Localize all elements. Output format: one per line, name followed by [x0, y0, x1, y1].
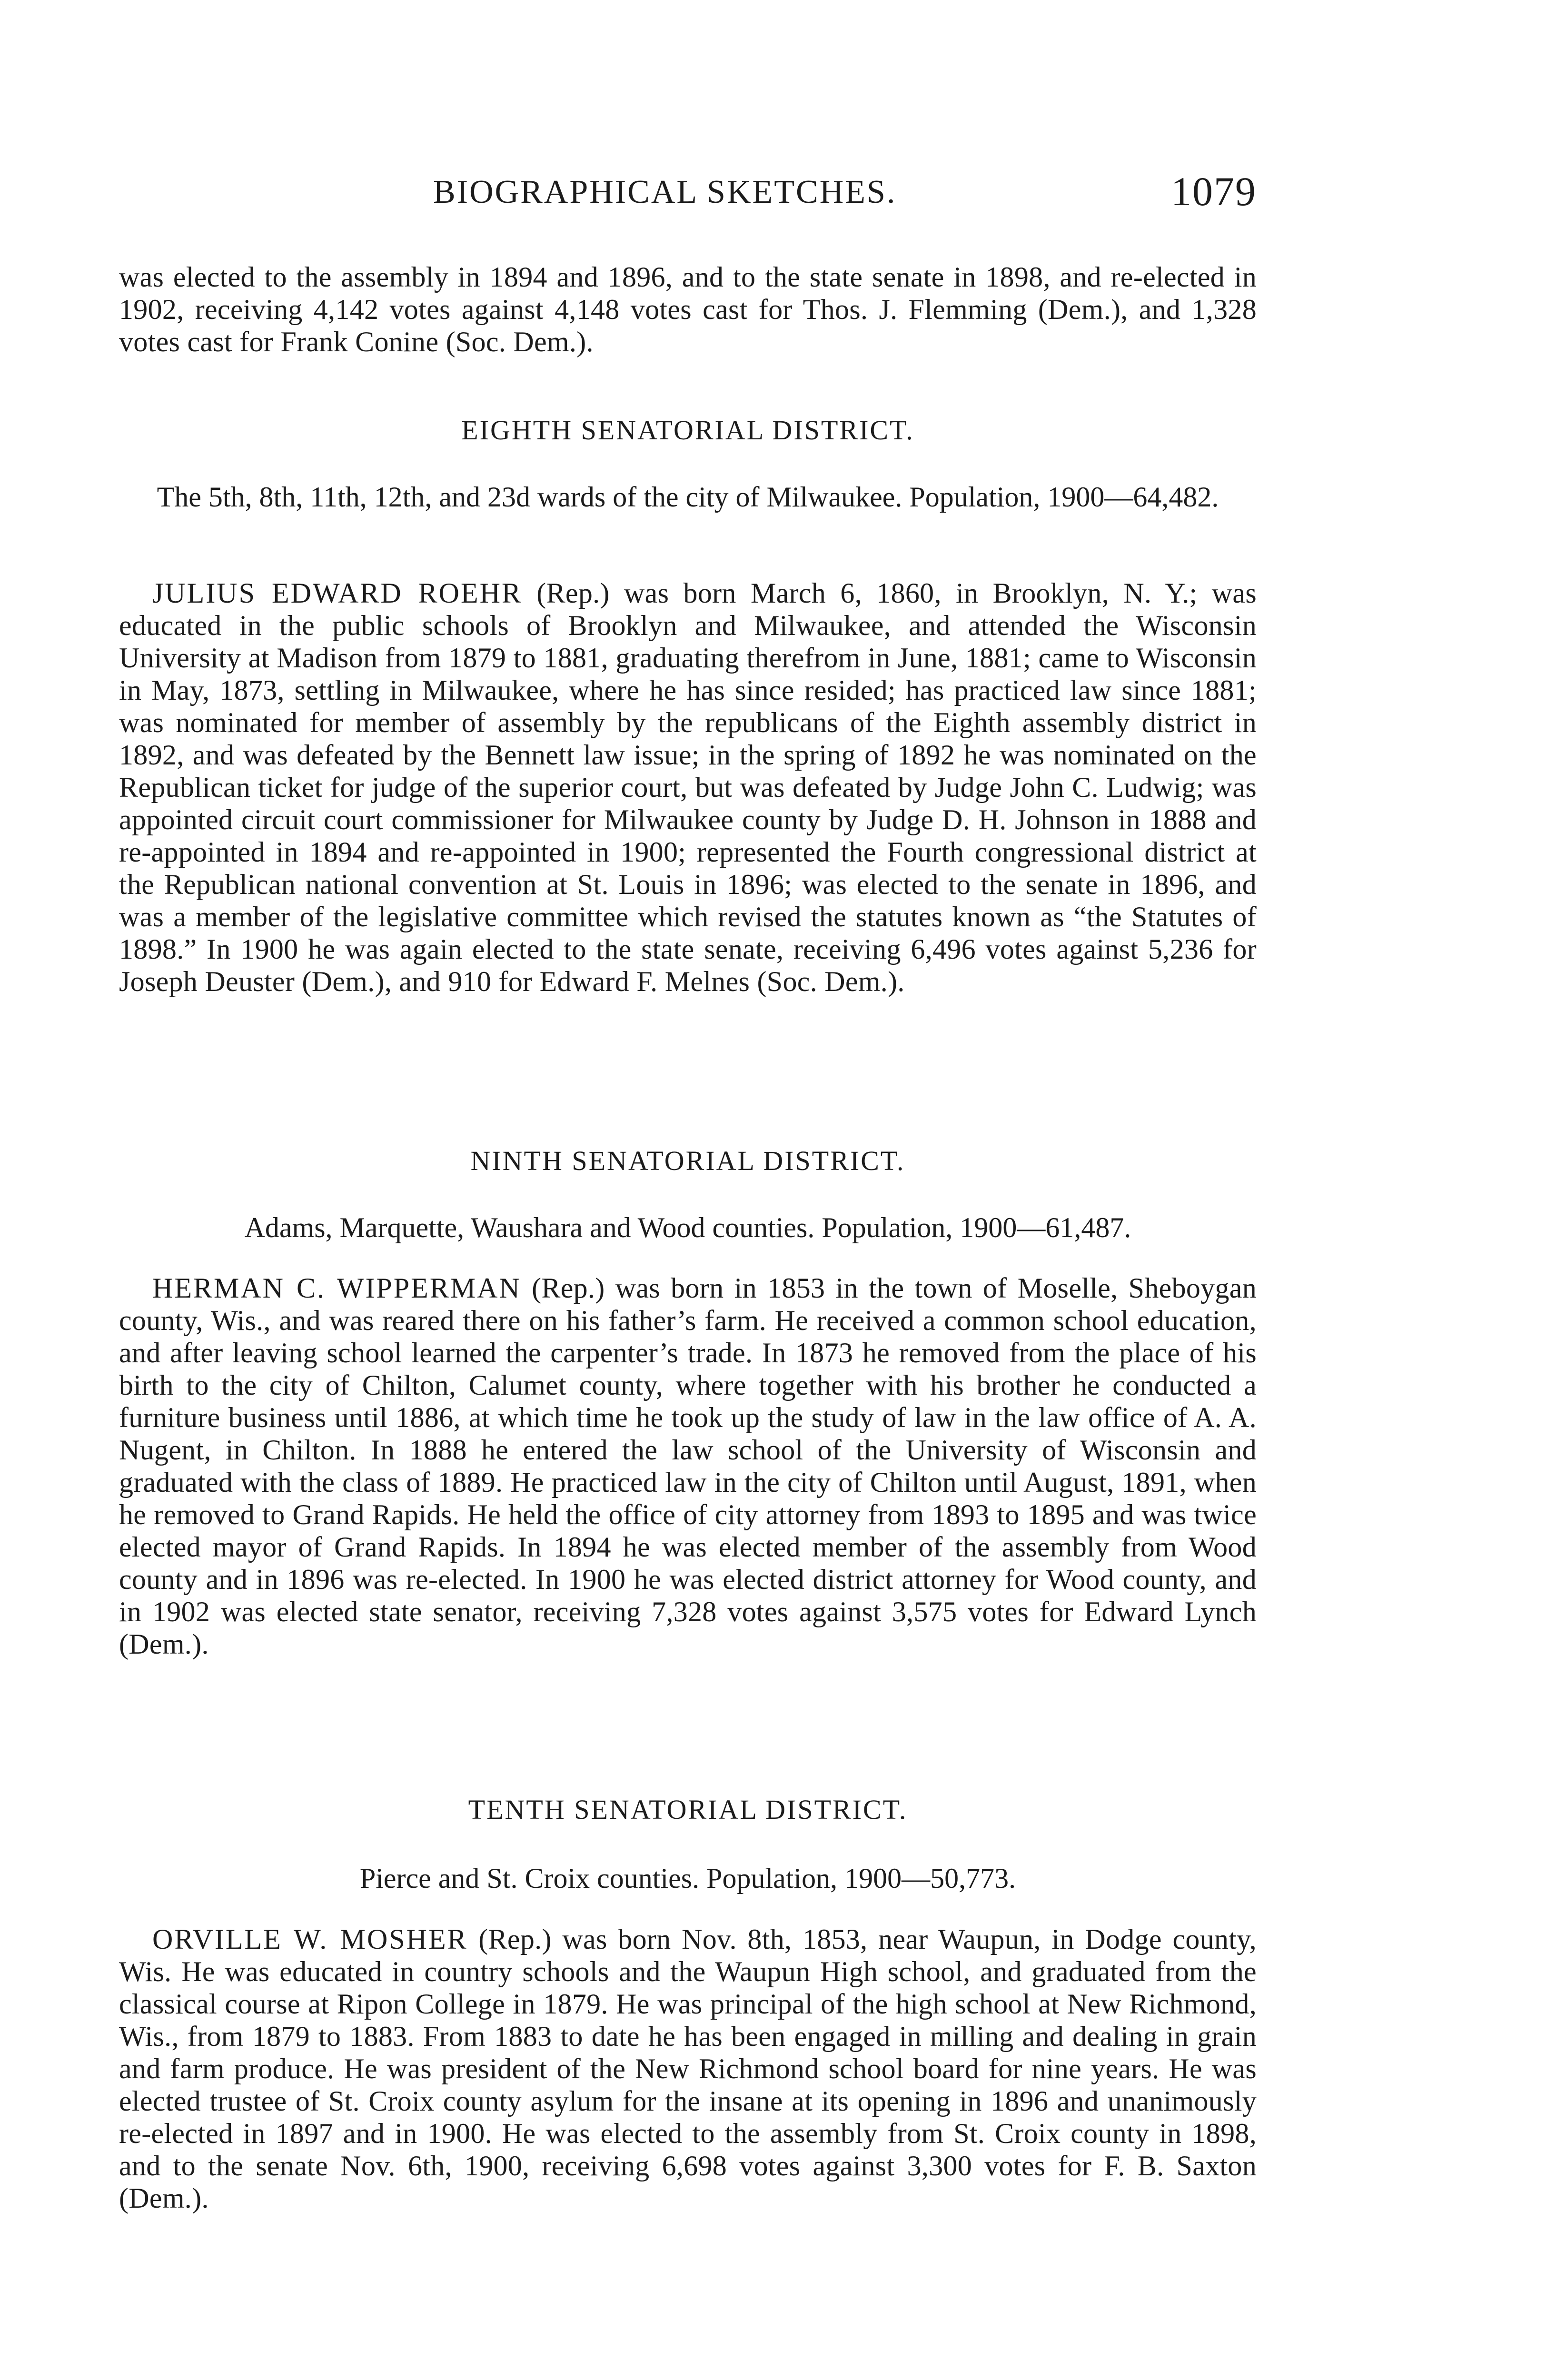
district-description-ninth: Adams, Marquette, Waushara and Wood counties. Population, 1900—61,487.: [244, 1212, 1131, 1243]
section-heading-eighth-district: EIGHTH SENATORIAL DISTRICT.: [461, 415, 914, 446]
biography-text: (Rep.) was born Nov. 8th, 1853, near Waupun, in Dodge county, Wis. He was educated in country schools and the Waupun High school, and graduated from the classical course at Ripon College in 1879. He was principal of the high school at New Richmond, Wis., from 1879 to 1883. From 1883 to date he has been engaged in milling and dealing in grain and farm produce. He was president of the New Richmond school board for nine years. He was elected trustee of St. Croix county asylum for the insane at its opening in 1896 and unanimously re-elected in 1897 and in 1900. He was elected to the assembly from St. Croix county in 1898, and to the senate Nov. 6th, 1900, receiving 6,698 votes against 3,300 votes for F. B. Saxton (Dem.).: [119, 1924, 1257, 2214]
running-header-title: BIOGRAPHICAL SKETCHES.: [433, 174, 897, 210]
biography-mosher: [119, 1923, 1257, 2214]
biography-paragraph: [119, 1923, 1257, 2214]
biography-paragraph: [119, 1272, 1257, 1660]
running-header: [119, 168, 1257, 220]
person-name: JULIUS EDWARD ROEHR: [152, 577, 522, 609]
page-number: 1079: [1171, 169, 1257, 214]
person-name: ORVILLE W. MOSHER: [152, 1924, 468, 1955]
continuation-text: was elected to the assembly in 1894 and 1896, and to the state senate in 1898, and re-elected in 1902, receiving 4,142 votes against 4,148 votes cast for Thos. J. Flemming (Dem.), and 1,328 votes cast for Frank Conine (Soc. Dem.).: [119, 261, 1257, 357]
biography-text: (Rep.) was born March 6, 1860, in Brooklyn, N. Y.; was educated in the public schools of Brooklyn and Milwaukee, and attended the Wisconsin University at Madison from 1879 to 1881, graduating therefrom in June, 1881; came to Wisconsin in May, 1873, settling in Milwaukee, where he has since resided; has practiced law since 1881; was nominated for member of assembly by the republicans of the Eighth assembly district in 1892, and was defeated by the Bennett law issue; in the spring of 1892 he was nominated on the Republican ticket for judge of the superior court, but was defeated by Judge John C. Ludwig; was appointed circuit court commissioner for Milwaukee county by Judge D. H. Johnson in 1888 and re-appointed in 1894 and re-appointed in 1900; represented the Fourth congressional district at the Republican national convention at St. Louis in 1896; was elected to the senate in 1896, and was a member of the legislative committee which revised the statutes known as “the Statutes of 1898.” In 1900 he was again elected to the state senate, receiving 6,496 votes against 5,236 for Joseph Deuster (Dem.), and 910 for Edward F. Melnes (Soc. Dem.).: [119, 577, 1257, 997]
district-description-tenth: Pierce and St. Croix counties. Population, 1900—50,773.: [359, 1863, 1016, 1894]
continuation-paragraph: [119, 261, 1257, 358]
section-heading-tenth-district: TENTH SENATORIAL DISTRICT.: [468, 1794, 908, 1825]
biography-text: (Rep.) was born in 1853 in the town of Moselle, Sheboygan county, Wis., and was reared there on his father’s farm. He received a common school education, and after leaving school learned the carpenter’s trade. In 1873 he removed from the place of his birth to the city of Chilton, Calumet county, where together with his brother he conducted a furniture business until 1886, at which time he took up the study of law in the law office of A. A. Nugent, in Chilton. In 1888 he entered the law school of the University of Wisconsin and graduated with the class of 1889. He practiced law in the city of Chilton until August, 1891, when he removed to Grand Rapids. He held the office of city attorney from 1893 to 1895 and was twice elected mayor of Grand Rapids. In 1894 he was elected member of the assembly from Wood county and in 1896 was re-elected. In 1900 he was elected district attorney for Wood county, and in 1902 was elected state senator, receiving 7,328 votes against 3,575 votes for Edward Lynch (Dem.).: [119, 1272, 1257, 1660]
biography-paragraph: [119, 577, 1257, 998]
biography-roehr: [119, 577, 1257, 998]
biography-wipperman: [119, 1272, 1257, 1660]
person-name: HERMAN C. WIPPERMAN: [152, 1272, 521, 1304]
district-description-eighth: The 5th, 8th, 11th, 12th, and 23d wards of the city of Milwaukee. Population, 1900—64,482.: [157, 481, 1219, 513]
section-heading-ninth-district: NINTH SENATORIAL DISTRICT.: [470, 1145, 905, 1176]
